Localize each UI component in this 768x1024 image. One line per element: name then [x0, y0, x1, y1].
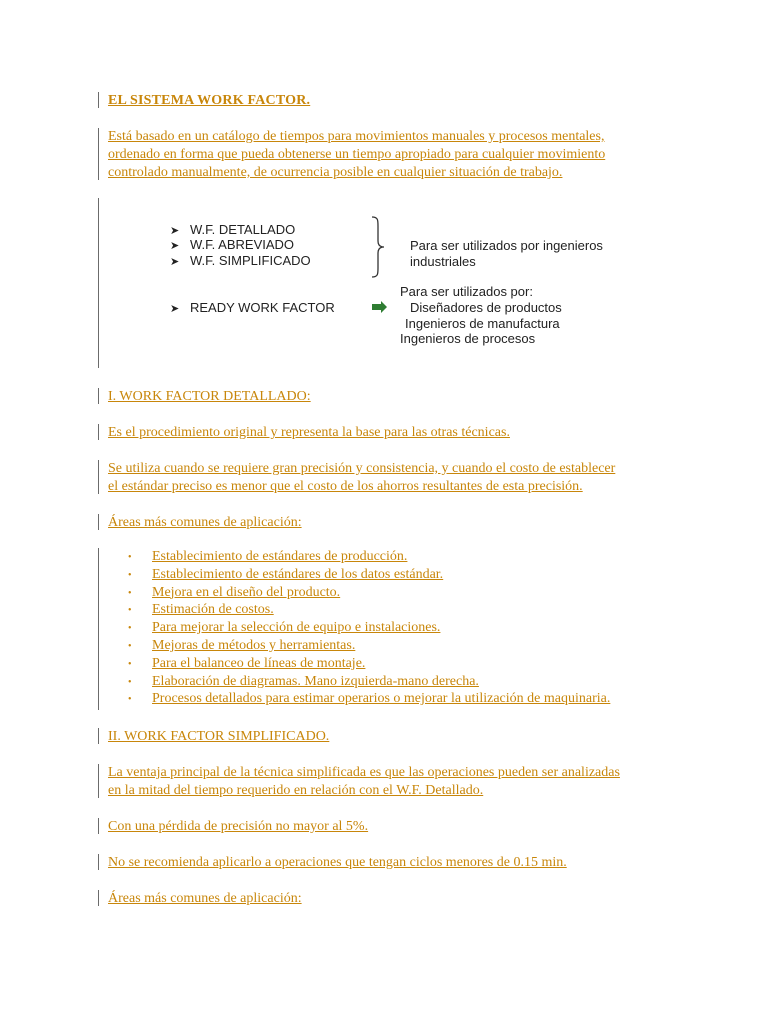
- green-arrow-icon: [372, 301, 388, 313]
- document-title: EL SISTEMA WORK FACTOR.: [108, 93, 311, 108]
- bullet-icon: •: [128, 694, 132, 706]
- list-item: • Procesos detallados para estimar operarios o mejorar la utilización de maquinaria.: [128, 690, 610, 708]
- arrow-bullet-icon: ➤: [170, 303, 180, 315]
- ready-note: Ingenieros de procesos: [400, 331, 536, 346]
- margin-bar: [98, 728, 99, 744]
- margin-bar: [98, 890, 99, 906]
- diagram-item: ➤ W.F. SIMPLIFICADO: [170, 253, 311, 268]
- bullet-icon: •: [128, 552, 132, 563]
- ready-note: Para ser utilizados por:: [400, 284, 533, 299]
- margin-bar: [98, 424, 99, 440]
- bullet-icon: •: [128, 569, 132, 581]
- arrow-bullet-icon: ➤: [170, 256, 180, 268]
- list-item: • Establecimiento de estándares de los datos estándar.: [128, 566, 610, 584]
- section-heading: II. WORK FACTOR SIMPLIFICADO.: [108, 729, 330, 744]
- paragraph: Con una pérdida de precisión no mayor al 5%.: [108, 819, 369, 834]
- paragraph-line: en la mitad del tiempo requerido en relación con el W.F. Detallado.: [108, 783, 484, 798]
- list-item: • Para mejorar la selección de equipo e instalaciones.: [128, 619, 610, 637]
- section-heading: I. WORK FACTOR DETALLADO:: [108, 389, 311, 404]
- margin-bar: [98, 388, 99, 404]
- list-item: • Mejoras de métodos y herramientas.: [128, 637, 610, 655]
- margin-bar: [98, 548, 99, 710]
- diagram-item: ➤ W.F. ABREVIADO: [170, 237, 295, 252]
- curly-brace-icon: [370, 216, 386, 278]
- bullet-icon: •: [128, 640, 132, 652]
- diagram-item: ➤ READY WORK FACTOR: [170, 300, 335, 315]
- margin-bar: [98, 514, 99, 530]
- work-factor-diagram: [160, 212, 620, 352]
- bullet-icon: •: [128, 587, 132, 599]
- list-item: • Estimación de costos.: [128, 601, 610, 619]
- paragraph-line: Se utiliza cuando se requiere gran precisión y consistencia, y cuando el costo de establecer: [108, 461, 616, 476]
- arrow-bullet-icon: ➤: [170, 225, 180, 237]
- margin-bar: [98, 460, 99, 494]
- ready-note: Ingenieros de manufactura: [405, 316, 560, 331]
- list-item: • Elaboración de diagramas. Mano izquierda-mano derecha.: [128, 673, 610, 691]
- margin-bar: [98, 198, 99, 368]
- list-item: • Mejora en el diseño del producto.: [128, 584, 610, 602]
- bullet-icon: •: [128, 623, 132, 635]
- group-note: industriales: [410, 254, 476, 269]
- intro-line: ordenado en forma que pueda obtenerse un tiempo apropiado para cualquier movimiento: [108, 147, 606, 162]
- margin-bar: [98, 818, 99, 834]
- margin-bar: [98, 92, 99, 108]
- bullet-icon: •: [128, 658, 132, 670]
- paragraph: No se recomienda aplicarlo a operaciones que tengan ciclos menores de 0.15 min.: [108, 855, 567, 870]
- diagram-item: ➤ W.F. DETALLADO: [170, 222, 296, 237]
- bullet-icon: •: [128, 605, 132, 617]
- areas-label: Áreas más comunes de aplicación:: [108, 891, 302, 906]
- arrow-bullet-icon: ➤: [170, 240, 180, 252]
- intro-line: controlado manualmente, de ocurrencia posible en cualquier situación de trabajo.: [108, 165, 563, 180]
- group-note: Para ser utilizados por ingenieros: [410, 238, 603, 253]
- list-item: • Para el balanceo de líneas de montaje.: [128, 655, 610, 673]
- areas-label: Áreas más comunes de aplicación:: [108, 515, 302, 530]
- paragraph-line: el estándar preciso es menor que el costo de los ahorros resultantes de esta precisión.: [108, 479, 583, 494]
- bullet-icon: •: [128, 676, 132, 688]
- list-item: • Establecimiento de estándares de producción.: [128, 548, 610, 566]
- margin-bar: [98, 764, 99, 798]
- paragraph: Es el procedimiento original y representa la base para las otras técnicas.: [108, 425, 510, 440]
- paragraph-line: La ventaja principal de la técnica simplificada es que las operaciones pueden ser analizadas: [108, 765, 620, 780]
- ready-note: Diseñadores de productos: [410, 300, 562, 315]
- intro-line: Está basado en un catálogo de tiempos para movimientos manuales y procesos mentales,: [108, 129, 605, 144]
- applications-list: [128, 548, 610, 708]
- margin-bar: [98, 128, 99, 180]
- margin-bar: [98, 854, 99, 870]
